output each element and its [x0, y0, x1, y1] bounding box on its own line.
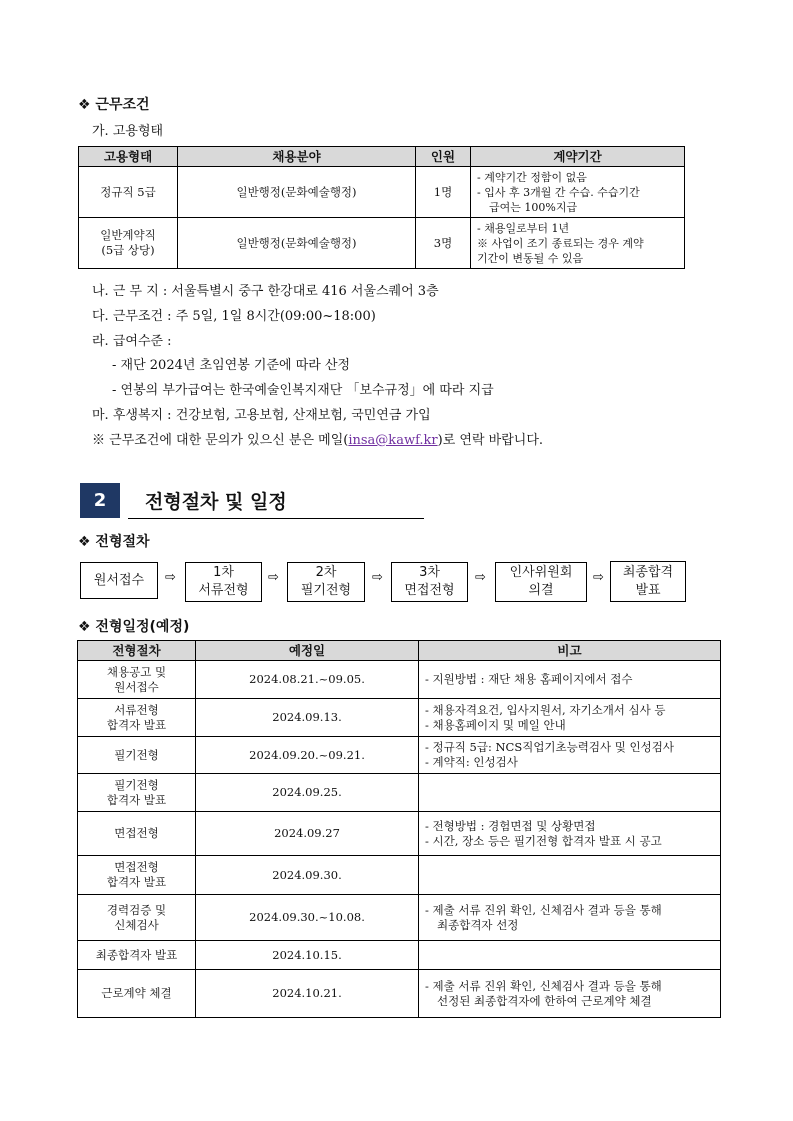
- cell-date: 2024.10.21.: [196, 970, 419, 1018]
- th-contract: 계약기간: [471, 147, 685, 167]
- th-employment-type: 고용형태: [79, 147, 178, 167]
- salary-item-1: - 재단 2024년 초임연봉 기준에 따라 산정: [112, 358, 351, 373]
- process-step-final: 최종합격 발표: [610, 561, 686, 602]
- table-row: [78, 737, 721, 774]
- cell-note: - 전형방법 : 경험면접 및 상황면접 - 시간, 장소 등은 필기전형 합격자 발표 시 공고: [419, 812, 721, 856]
- arrow-icon: ⇨: [268, 570, 279, 585]
- cell-note: [419, 774, 721, 812]
- th-step: 전형절차: [78, 641, 196, 661]
- cell-step: 채용공고 및 원서접수: [78, 661, 196, 699]
- cell-step: 근로계약 체결: [78, 970, 196, 1018]
- table-row: [78, 941, 721, 970]
- table-row: [78, 970, 721, 1018]
- table-row: [78, 856, 721, 895]
- cell-note: [419, 941, 721, 970]
- cell-date: 2024.09.20.~09.21.: [196, 737, 419, 774]
- work-conditions-heading: ❖ 근무조건: [78, 97, 150, 113]
- process-step-written: 2차 필기전형: [287, 562, 365, 602]
- process-step-document: 1차 서류전형: [185, 562, 262, 602]
- arrow-icon: ⇨: [165, 570, 176, 585]
- table-row: [79, 167, 685, 218]
- section-number: 2: [80, 483, 120, 518]
- th-date: 예정일: [196, 641, 419, 661]
- cell-date: 2024.10.15.: [196, 941, 419, 970]
- employment-table: [78, 146, 685, 269]
- salary-item-2: - 연봉의 부가급여는 한국예술인복지재단 「보수규정」에 따라 지급: [112, 383, 494, 398]
- cell-date: 2024.09.27: [196, 812, 419, 856]
- cell-field: 일반행정(문화예술행정): [178, 167, 416, 218]
- cell-step: 최종합격자 발표: [78, 941, 196, 970]
- cell-date: 2024.09.13.: [196, 699, 419, 737]
- cell-date: 2024.09.25.: [196, 774, 419, 812]
- process-step-application: 원서접수: [80, 562, 158, 599]
- cell-count: 1명: [416, 167, 471, 218]
- schedule-heading: ❖ 전형일정(예정): [78, 619, 190, 635]
- table-row: [78, 774, 721, 812]
- cell-date: 2024.09.30.: [196, 856, 419, 895]
- cell-note: - 채용자격요건, 입사지원서, 자기소개서 심사 등 - 채용홈페이지 및 메일 안내: [419, 699, 721, 737]
- table-row: [78, 661, 721, 699]
- th-count: 인원: [416, 147, 471, 167]
- inquiry-note: ※ 근무조건에 대한 문의가 있으신 분은 메일(insa@kawf.kr)로 연락 바랍니다.: [92, 433, 544, 448]
- cell-note: - 제출 서류 진위 확인, 신체검사 결과 등을 통해 최종합격자 선정: [419, 895, 721, 941]
- section-title: 전형절차 및 일정: [145, 491, 287, 513]
- arrow-icon: ⇨: [593, 570, 604, 585]
- process-step-interview: 3차 면접전형: [391, 562, 468, 602]
- cell-step: 경력검증 및 신체검사: [78, 895, 196, 941]
- cell-step: 필기전형 합격자 발표: [78, 774, 196, 812]
- salary-label: 라. 급여수준 :: [92, 334, 172, 349]
- cell-field: 일반행정(문화예술행정): [178, 218, 416, 269]
- work-location: 나. 근 무 지 : 서울특별시 중구 한강대로 416 서울스퀘어 3층: [92, 284, 439, 299]
- cell-contract: - 채용일로부터 1년 ※ 사업이 조기 종료되는 경우 계약 기간이 변동될 수 있음: [471, 218, 685, 269]
- cell-step: 필기전형: [78, 737, 196, 774]
- cell-step: 서류전형 합격자 발표: [78, 699, 196, 737]
- table-row: [78, 812, 721, 856]
- cell-step: 면접전형 합격자 발표: [78, 856, 196, 895]
- cell-type: 일반계약직 (5급 상당): [79, 218, 178, 269]
- arrow-icon: ⇨: [475, 570, 486, 585]
- table-row: [78, 895, 721, 941]
- cell-note: - 지원방법 : 재단 채용 홈페이지에서 접수: [419, 661, 721, 699]
- work-conditions: 다. 근무조건 : 주 5일, 1일 8시간(09:00~18:00): [92, 309, 376, 324]
- cell-step: 면접전형: [78, 812, 196, 856]
- email-link[interactable]: insa@kawf.kr: [348, 433, 438, 448]
- cell-count: 3명: [416, 218, 471, 269]
- section-divider: [128, 518, 424, 519]
- employment-type-label: 가. 고용형태: [92, 124, 164, 139]
- cell-note: - 제출 서류 진위 확인, 신체검사 결과 등을 통해 선정된 최종합격자에 한하여 근로계약 체결: [419, 970, 721, 1018]
- th-field: 채용분야: [178, 147, 416, 167]
- th-note: 비고: [419, 641, 721, 661]
- process-heading: ❖ 전형절차: [78, 534, 150, 550]
- cell-type: 정규직 5급: [79, 167, 178, 218]
- cell-note: - 정규직 5급: NCS직업기초능력검사 및 인성검사 - 계약직: 인성검사: [419, 737, 721, 774]
- process-step-committee: 인사위원회 의결: [495, 562, 587, 602]
- welfare: 마. 후생복지 : 건강보험, 고용보험, 산재보험, 국민연금 가입: [92, 408, 431, 423]
- table-row: [79, 218, 685, 269]
- cell-date: 2024.08.21.~09.05.: [196, 661, 419, 699]
- cell-note: [419, 856, 721, 895]
- cell-contract: - 계약기간 정함이 없음 - 입사 후 3개월 간 수습. 수습기간 급여는 100%지급: [471, 167, 685, 218]
- arrow-icon: ⇨: [372, 570, 383, 585]
- cell-date: 2024.09.30.~10.08.: [196, 895, 419, 941]
- table-row: [78, 699, 721, 737]
- schedule-table: [77, 640, 721, 1018]
